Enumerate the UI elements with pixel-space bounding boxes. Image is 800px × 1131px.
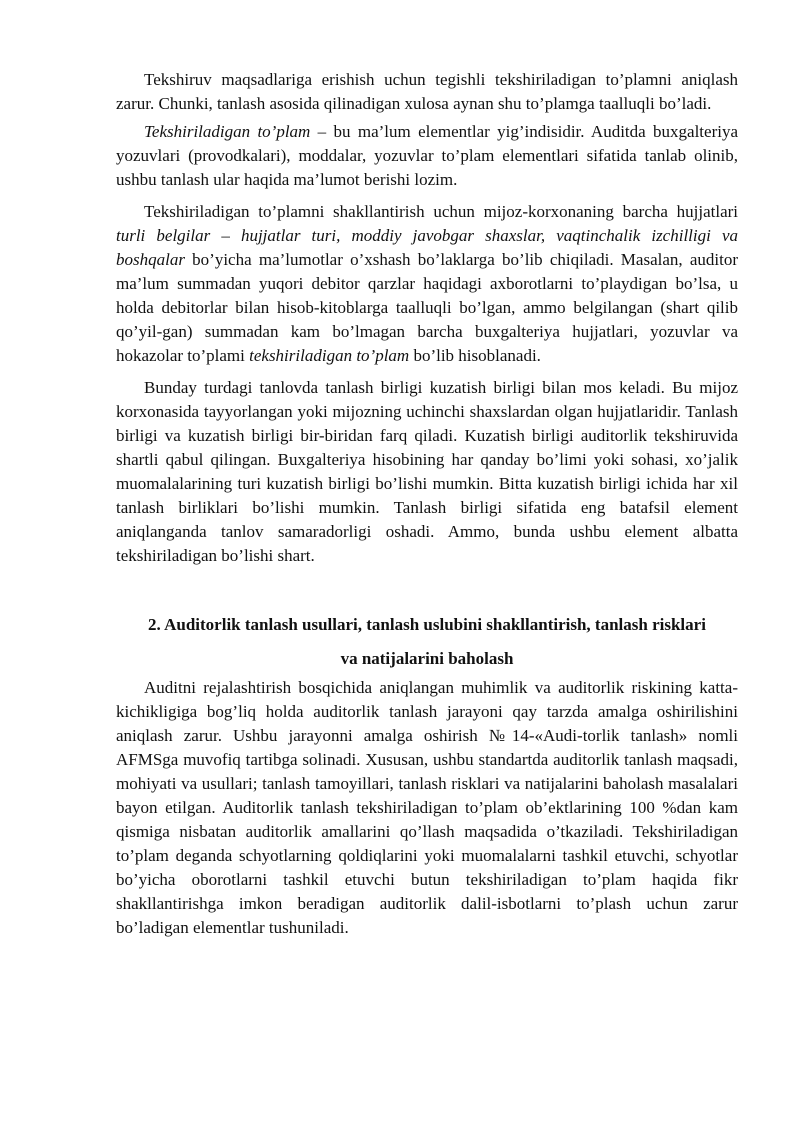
paragraph-2	[116, 120, 738, 192]
section-heading-line-1: 2. Auditorlik tanlash usullari, tanlash uslubini shakllantirish, tanlash risklari	[148, 615, 706, 634]
paragraph-3-italic-term: tekshiriladigan to’plam	[249, 346, 410, 365]
paragraph-3-text-e: bo’lib hisoblanadi.	[409, 346, 541, 365]
paragraph-4: Bunday turdagi tanlovda tanlash birligi kuzatish birligi bilan mos keladi. Bu mijoz korxonasida tayyorlangan yoki mijozning uchinchi shaxslardan olgan hujjatlaridir. Tanlash birligi va kuzatish birligi bir-biridan farq qiladi. Kuzatish birligi auditorlik tekshiruvida shartli qabul qilingan. Buxgalteriya hisobining har qanday bo’limi yoki sohasi, xo’jalik muomalalarining turi kuzatish birligi bo’lishi mumkin. Bitta kuzatish birligi ichida har xil tanlash birliklari bo’lishi mumkin. Tanlash birligi sifatida eng batafsil element aniqlanganda tanlov samaradorligi oshadi. Ammo, bunda ushbu element albatta tekshiriladigan bo’lishi shart.	[116, 378, 738, 565]
paragraph-3-text-a: Tekshiriladigan to’plamni shakllantirish uchun mijoz-korxonaning barcha hujjatlari	[144, 202, 738, 221]
paragraph-3-text-c: bo’yicha ma’lumotlar o’xshash bo’laklarga bo’lib chiqiladi. Masalan, auditor ma’lum summadan yuqori debitor qarzlar haqidagi axborotlarni to’playdigan bo’lsa, u holda debitorlar bilan hisob-kitoblarga taalluqli bo’lgan, ammo belgilangan (shart qilib qo’yil-gan) summadan kam bo’lmagan barcha buxgalteriya hujjatlari, yozuvlar va hokazolar to’plami	[116, 250, 738, 365]
paragraph-3-italic-list: turli belgilar – hujjatlar turi, moddiy javobgar shaxslar, vaqtinchalik izchilligi va boshqalar	[116, 226, 738, 269]
paragraph-1: Tekshiruv maqsadlariga erishish uchun tegishli tekshiriladigan to’plamni aniqlash zarur. Chunki, tanlash asosida qilinadigan xulosa aynan shu to’plamga taalluqli bo’ladi.	[116, 70, 738, 113]
paragraph-2-text: – bu ma’lum elementlar yig’indisidir. Auditda buxgalteriya yozuvlari (provodkalari), moddalar, yozuvlar to’plam elementlari sifatida tanlab olinib, ushbu tanlash ular haqida ma’lumot berishi lozim.	[116, 122, 738, 189]
section-heading	[116, 608, 738, 676]
paragraph-3	[116, 200, 738, 368]
paragraph-5: Auditni rejalashtirish bosqichida aniqlangan muhimlik va auditorlik riskining katta-kichikligiga bog’liq holda auditorlik tanlash jarayoni qay tarzda amalga oshirilishini aniqlash zarur. Ushbu jarayonni amalga oshirish №14-«Audi-torlik tanlash» nomli AFMSga muvofiq tartibga solinadi. Xususan, ushbu standartda auditorlik tanlash maqsadi, mohiyati va usullari; tanlash tamoyillari, tanlash risklari va natijalarini baholash masalalari bayon etilgan. Auditorlik tanlash tekshiriladigan to’plam ob’ektlarining 100 %dan kam qismiga nisbatan auditorlik amallarini qo’llash maqsadida o’tkaziladi. Tekshiriladigan to’plam deganda schyotlarning qoldiqlarini yoki muomalalarni tashkil etuvchi, schyotlar bo’yicha oborotlarni tashkil etuvchi butun tekshiriladigan to’plam haqida fikr shakllantirishga imkon beradigan auditorlik dalil-isbotlarni to’plash uchun zarur bo’ladigan elementlar tushuniladi.	[116, 678, 738, 937]
term-tekshiriladigan-toplam: Tekshiriladigan to’plam	[144, 122, 311, 141]
section-heading-line-2: va natijalarini baholash	[340, 649, 514, 668]
